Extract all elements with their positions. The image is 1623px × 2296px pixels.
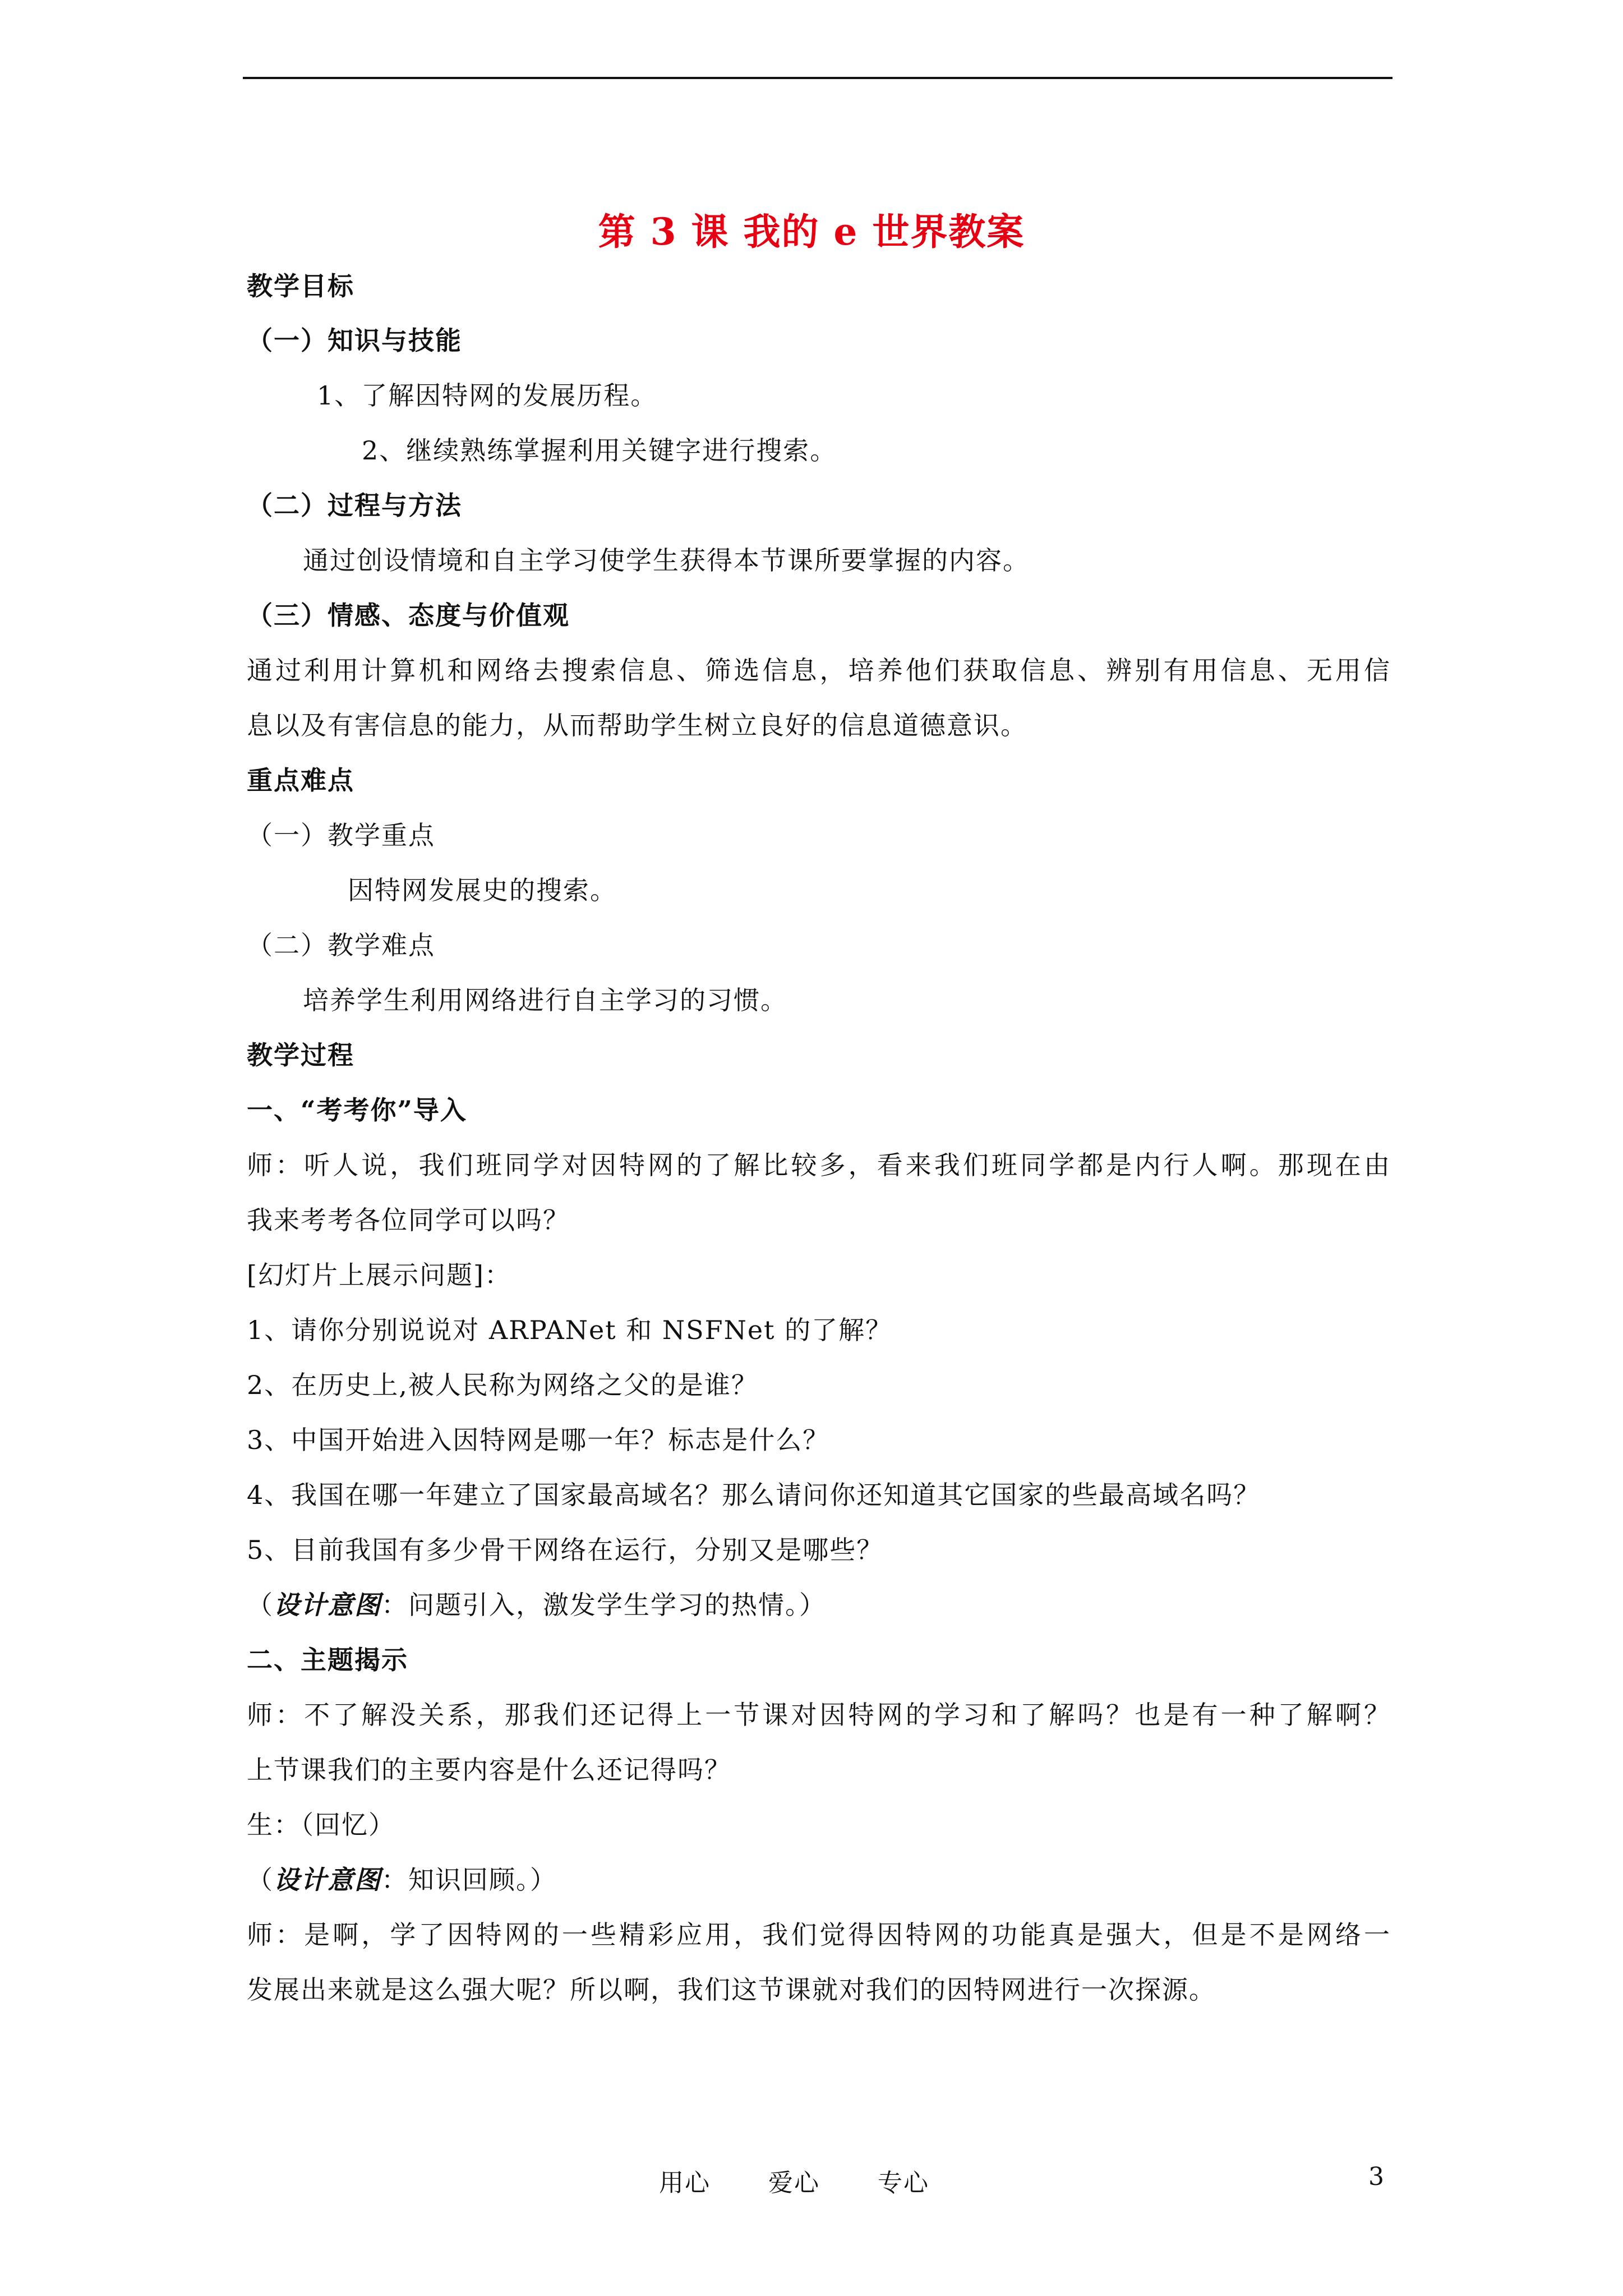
teacher-line-2a: 师：不了解没关系，那我们还记得上一节课对因特网的学习和了解吗？也是有一种了解啊？ [247,1700,1391,1730]
step1-heading: 一、“考考你”导入 [247,1095,467,1125]
step2-heading: 二、主题揭示 [247,1645,408,1675]
teacher-line-1b: 我来考考各位同学可以吗？ [247,1205,570,1235]
knowledge-heading: （一）知识与技能 [247,325,462,356]
footer-motto-1: 用心 [659,2169,711,2197]
design-intent-2-label: 设计意图 [274,1865,381,1895]
objectives-heading: 教学目标 [247,271,354,301]
procedure-heading: 教学过程 [247,1040,354,1070]
emotion-heading: （三）情感、态度与价值观 [247,600,570,631]
design-intent-1-text: ：问题引入，激发学生学习的热情。） [381,1590,826,1620]
difficult-text: 培养学生利用网络进行自主学习的习惯。 [303,985,787,1015]
keypoints-heading: 重点难点 [247,765,354,795]
emotion-text-1: 通过利用计算机和网络去搜索信息、筛选信息，培养他们获取信息、辨别有用信息、无用信 [247,655,1391,685]
question-5: 5、目前我国有多少骨干网络在运行，分别又是哪些？ [247,1535,884,1565]
process-heading: （二）过程与方法 [247,490,462,521]
design-intent-1 [247,1585,1391,1625]
teacher-line-3a: 师：是啊，学了因特网的一些精彩应用，我们觉得因特网的功能真是强大，但是不是网络一 [247,1920,1391,1950]
design-intent-1-label: 设计意图 [274,1590,381,1620]
student-line: 生：（回忆） [247,1810,395,1840]
knowledge-item-1: 1、了解因特网的发展历程。 [317,380,658,411]
teacher-line-2b: 上节课我们的主要内容是什么还记得吗？ [247,1755,731,1785]
question-4: 4、我国在哪一年建立了国家最高域名？那么请问你还知道其它国家的些最高域名吗？ [247,1480,1261,1510]
page-number: 3 [1368,2162,1385,2191]
design-intent-2-text: ：知识回顾。） [381,1865,557,1895]
design-intent-1-open: （ [247,1590,274,1620]
footer-motto-3: 专心 [878,2169,929,2197]
slide-note: [幻灯片上展示问题]： [247,1260,511,1290]
question-3: 3、中国开始进入因特网是哪一年？标志是什么？ [247,1425,830,1455]
page-title: 第 3 课 我的 e 世界教案 [598,210,1025,254]
design-intent-2 [247,1860,1391,1899]
question-1: 1、请你分别说说对 ARPANet 和 NSFNet 的了解？ [247,1315,893,1345]
knowledge-item-2: 2、继续熟练掌握利用关键字进行搜索。 [362,435,837,466]
question-2: 2、在历史上,被人民称为网络之父的是谁？ [247,1370,758,1400]
teacher-line-1a: 师：听人说，我们班同学对因特网的了解比较多，看来我们班同学都是内行人啊。那现在由 [247,1150,1391,1180]
design-intent-2-open: （ [247,1865,274,1895]
difficult-heading: （二）教学难点 [247,930,435,960]
key-heading: （一）教学重点 [247,820,435,850]
teacher-line-3b: 发展出来就是这么强大呢？所以啊，我们这节课就对我们的因特网进行一次探源。 [247,1975,1216,2005]
emotion-text-2: 息以及有害信息的能力，从而帮助学生树立良好的信息道德意识。 [247,710,1027,740]
footer-motto-2: 爱心 [768,2169,820,2197]
key-text: 因特网发展史的搜索。 [348,875,617,905]
process-text: 通过创设情境和自主学习使学生获得本节课所要掌握的内容。 [303,545,1030,576]
header-rule [243,77,1393,79]
